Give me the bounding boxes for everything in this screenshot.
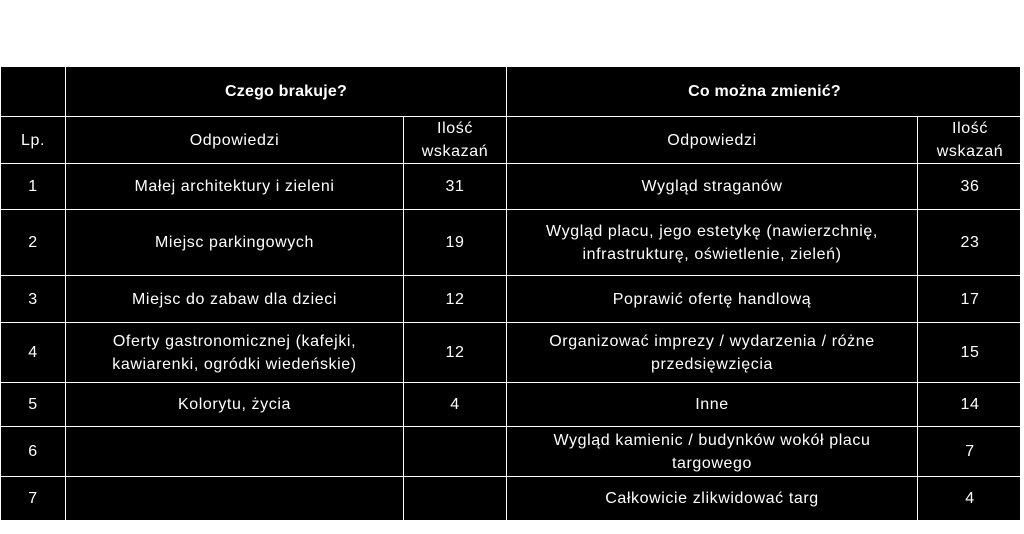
missing-count: 31 [404,164,507,210]
change-answer: Poprawić ofertę handlową [507,276,918,323]
table-row [1,276,1023,323]
survey-results-table [0,66,1023,521]
change-answer: Całkowicie zlikwidować targ [507,477,918,521]
change-answer: Inne [507,383,918,427]
change-count: 7 [918,427,1023,477]
row-number: 7 [1,477,66,521]
change-count: 15 [918,323,1023,383]
missing-count [404,477,507,521]
missing-count: 4 [404,383,507,427]
column-header-count-right: Ilość wskazań [918,117,1023,164]
row-number: 3 [1,276,66,323]
missing-answer: Kolorytu, życia [66,383,404,427]
missing-answer: Małej architektury i zieleni [66,164,404,210]
change-count: 17 [918,276,1023,323]
change-count: 14 [918,383,1023,427]
column-header-answers-left: Odpowiedzi [66,117,404,164]
change-count: 23 [918,210,1023,276]
change-answer: Wygląd kamienic / budynków wokół placu targowego [507,427,918,477]
missing-count: 19 [404,210,507,276]
missing-count: 12 [404,276,507,323]
group-header-change: Co można zmienić? [507,67,1023,117]
missing-count [404,427,507,477]
column-header-count-left: Ilość wskazań [404,117,507,164]
table-row [1,323,1023,383]
missing-count: 12 [404,323,507,383]
missing-answer [66,477,404,521]
change-count: 4 [918,477,1023,521]
table-row [1,210,1023,276]
missing-answer: Miejsc parkingowych [66,210,404,276]
change-answer: Wygląd placu, jego estetykę (nawierzchnię, infrastrukturę, oświetlenie, zieleń) [507,210,918,276]
table-row [1,383,1023,427]
group-header-row [1,67,1023,117]
missing-answer [66,427,404,477]
row-number: 1 [1,164,66,210]
change-count: 36 [918,164,1023,210]
row-number: 5 [1,383,66,427]
row-number: 6 [1,427,66,477]
row-number: 4 [1,323,66,383]
change-answer: Wygląd straganów [507,164,918,210]
table-row [1,477,1023,521]
missing-answer: Miejsc do zabaw dla dzieci [66,276,404,323]
column-header-answers-right: Odpowiedzi [507,117,918,164]
page-top-margin [0,0,1024,66]
column-header-row [1,117,1023,164]
page-right-margin [1020,0,1024,534]
empty-corner-cell [1,67,66,117]
row-number: 2 [1,210,66,276]
table-row [1,164,1023,210]
group-header-missing: Czego brakuje? [66,67,507,117]
change-answer: Organizować imprezy / wydarzenia / różne przedsięwzięcia [507,323,918,383]
missing-answer: Oferty gastronomicznej (kafejki, kawiarenki, ogródki wiedeńskie) [66,323,404,383]
table-row [1,427,1023,477]
column-header-lp: Lp. [1,117,66,164]
